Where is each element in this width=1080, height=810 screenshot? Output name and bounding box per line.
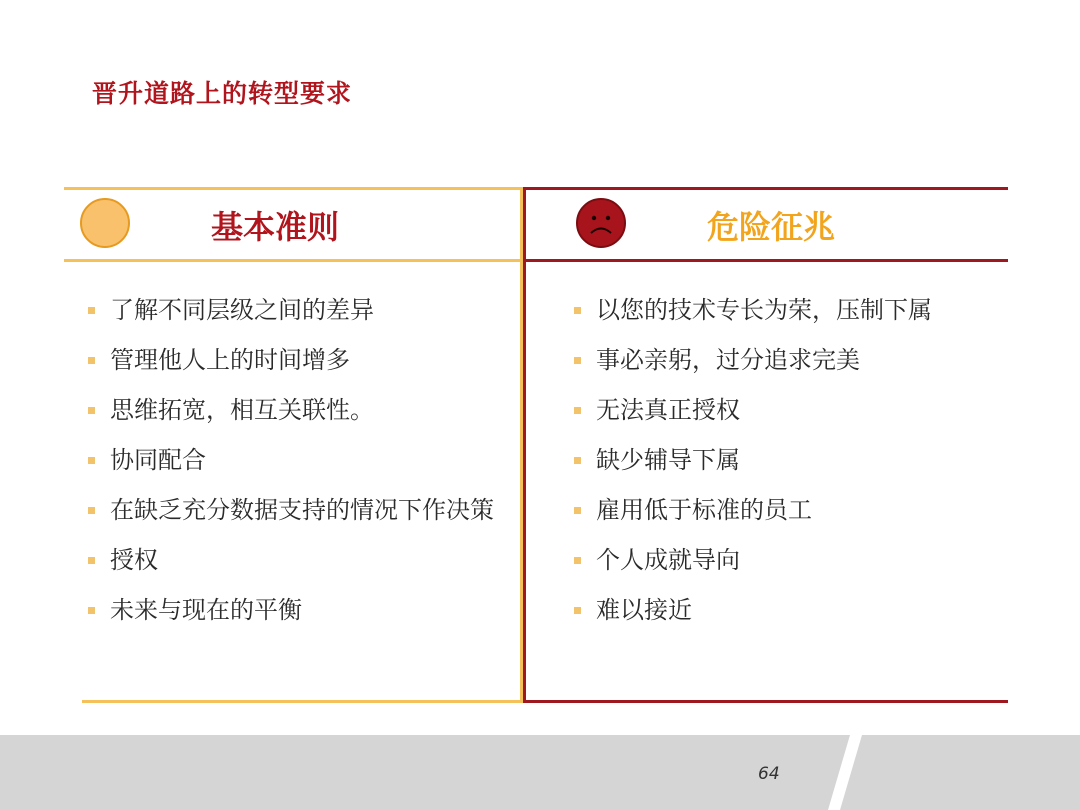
right-bottom-rule (523, 700, 1008, 703)
bullet-icon (88, 607, 95, 614)
smiley-icon (80, 198, 130, 248)
list-item: 未来与现在的平衡 (88, 593, 498, 627)
bullet-icon (88, 557, 95, 564)
bullet-icon (574, 407, 581, 414)
warnings-heading: 危险征兆 (707, 208, 836, 246)
footer-slash-decoration (0, 735, 1080, 810)
bullet-icon (574, 607, 581, 614)
left-bottom-rule (82, 700, 522, 703)
bullet-icon (88, 357, 95, 364)
bullet-icon (574, 457, 581, 464)
warnings-header (524, 190, 1007, 260)
list-item: 管理他人上的时间增多 (88, 343, 498, 377)
right-divider-accent (523, 187, 526, 703)
bullet-icon (88, 307, 95, 314)
bullet-icon (88, 407, 95, 414)
sad-face-icon (576, 198, 626, 248)
bullet-icon (574, 507, 581, 514)
list-item: 雇用低于标准的员工 (574, 493, 994, 527)
list-item: 在缺乏充分数据支持的情况下作决策 (88, 493, 498, 527)
principles-header (66, 190, 521, 260)
bullet-icon (88, 457, 95, 464)
list-item: 思维拓宽，相互关联性。 (88, 393, 498, 427)
bullet-icon (574, 557, 581, 564)
principles-list (88, 293, 498, 627)
principles-heading: 基本准则 (211, 208, 340, 246)
list-item: 事必亲躬，过分追求完美 (574, 343, 994, 377)
list-item: 了解不同层级之间的差异 (88, 293, 498, 327)
page-number: 64 (758, 764, 780, 784)
footer-bar (0, 735, 1080, 810)
list-item: 无法真正授权 (574, 393, 994, 427)
list-item: 难以接近 (574, 593, 994, 627)
list-item: 缺少辅导下属 (574, 443, 994, 477)
list-item: 协同配合 (88, 443, 498, 477)
page-title: 晋升道路上的转型要求 (92, 79, 353, 108)
bullet-icon (574, 307, 581, 314)
bullet-icon (88, 507, 95, 514)
list-item: 个人成就导向 (574, 543, 994, 577)
list-item: 以您的技术专长为荣，压制下属 (574, 293, 994, 327)
warnings-list (574, 293, 994, 627)
list-item: 授权 (88, 543, 498, 577)
bullet-icon (574, 357, 581, 364)
